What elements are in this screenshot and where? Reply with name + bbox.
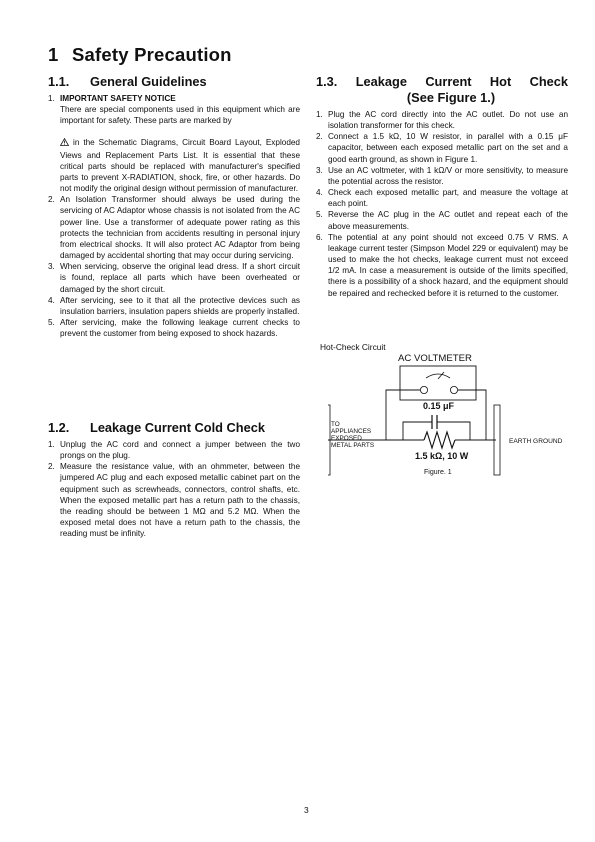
item-number: 4. — [316, 188, 323, 198]
item-number: 4. — [48, 295, 55, 305]
item-text: Measure the resistance value, with an ohmmeter, between the jumpered AC plug and each exposed metallic cabinet part on the equipment such as screwheads, connectors, control shafts, etc. When the exposed metallic part has a return path to the chassis, the reading should be between 1 MΩ and 5.2 MΩ. When the exposed metal does not have a return path to the chassis, the reading must be infinity. — [60, 462, 300, 539]
item-number: 3. — [48, 262, 55, 272]
section-general-guidelines — [48, 74, 300, 339]
voltmeter-dial-icon — [420, 372, 457, 394]
appliance-label-line: METAL PARTS — [331, 442, 375, 449]
guidelines-list — [48, 93, 300, 339]
item-text: in the Schematic Diagrams, Circuit Board Layout, Exploded Views and Replacement Parts List. It is essential that these critical parts should be replaced with manufacturer's specified parts to prevent X-RADIATION, shock, fire, or other hazards. Do not modify the original design without permission of manufacturer. — [60, 138, 300, 194]
list-item — [316, 131, 568, 164]
section-subtitle: (See Figure 1.) — [406, 90, 496, 105]
section-hot-check — [316, 74, 568, 299]
section-title: Leakage Current Cold Check — [90, 420, 265, 435]
section-heading — [48, 74, 300, 90]
item-text: The potential at any point should not exceed 0.75 V RMS. A leakage current tester (Simpson Model 229 or equivalent) may be used to make the hot checks, leakage current must not exceed 1/2 mA. In case a measurement is outside of the limits specified, there is a possibility of a shock hazard, and the equipment should be repaired and rechecked before it is returned to the customer. — [328, 232, 568, 298]
section-heading — [316, 74, 568, 106]
section-title-word: Current — [425, 74, 472, 89]
item-number: 2. — [48, 462, 55, 472]
item-text: After servicing, see to it that all the protective devices such as insulation barriers, insulation papers shields are properly installed. — [60, 295, 300, 316]
list-item — [48, 317, 300, 339]
item-text: There are special components used in this equipment which are important for safety. These parts are marked by — [60, 105, 300, 126]
list-item — [48, 295, 300, 317]
warning-triangle-icon — [60, 138, 69, 149]
section-title-word: Leakage — [355, 74, 407, 89]
item-text: When servicing, observe the original lead dress. If a short circuit is found, replace all parts which have been overheated or damaged by the short circuit. — [60, 262, 300, 294]
list-item — [316, 109, 568, 131]
appliance-label-line: TO — [331, 421, 340, 428]
resistor-label: 1.5 kΩ, 10 W — [415, 451, 469, 461]
item-number: 2. — [48, 195, 55, 205]
capacitor-label: 0.15 μF — [423, 401, 455, 411]
item-text: Connect a 1.5 kΩ, 10 W resistor, in parallel with a 0.15 μF capacitor, between each exposed metallic part on the set and a good earth ground, as shown in Figure 1. — [328, 132, 568, 164]
list-item — [316, 232, 568, 299]
page-title-number: 1 — [48, 44, 59, 65]
hot-check-circuit-diagram — [328, 350, 568, 490]
item-text: After servicing, make the following leakage current checks to prevent the customer from being exposed to shock hazards. — [60, 317, 300, 339]
item-number: 1. — [316, 110, 323, 119]
list-item — [48, 439, 300, 461]
item-number: 5. — [48, 317, 55, 327]
section-title-word: Check — [529, 74, 568, 89]
list-item — [48, 93, 300, 194]
list-item — [316, 187, 568, 209]
item-text: Use an AC voltmeter, with 1 kΩ/V or more sensitivity, to measure the potential across the resistor. — [328, 165, 568, 186]
item-number: 2. — [316, 132, 323, 142]
section-number: 1.1. — [48, 74, 70, 89]
item-number: 1. — [48, 440, 55, 449]
page-title — [48, 44, 232, 66]
section-number: 1.2. — [48, 420, 70, 435]
appliance-label-line: APPLIANCES — [331, 428, 372, 435]
item-text: Reverse the AC plug in the AC outlet and repeat each of the above measurements. — [328, 210, 568, 231]
page-title-text: Safety Precaution — [72, 44, 232, 65]
voltmeter-label: AC VOLTMETER — [398, 353, 472, 364]
figure-caption: Hot-Check Circuit — [320, 342, 386, 352]
list-item — [48, 194, 300, 261]
item-text: Check each exposed metallic part, and measure the voltage at each point. — [328, 188, 568, 209]
voltmeter-lead-right — [458, 390, 486, 440]
list-item — [316, 209, 568, 231]
list-item — [316, 165, 568, 187]
section-cold-check — [48, 420, 300, 539]
voltmeter-box — [400, 366, 476, 400]
item-text: Unplug the AC cord and connect a jumper between the two prongs on the plug. — [60, 440, 300, 461]
notice-title: IMPORTANT SAFETY NOTICE — [60, 94, 176, 103]
page-number: 3 — [304, 805, 309, 815]
item-number: 1. — [48, 94, 55, 103]
section-heading — [48, 420, 300, 436]
list-item — [48, 261, 300, 294]
resistor-symbol — [424, 432, 455, 448]
section-title: General Guidelines — [90, 74, 207, 89]
figure-label: Figure. 1 — [424, 469, 452, 476]
item-number: 6. — [316, 232, 323, 242]
section-number: 1.3. — [316, 74, 338, 89]
appliance-label-line: EXPOSED — [331, 435, 362, 442]
section-title-word: Hot — [489, 74, 512, 89]
item-text: Plug the AC cord directly into the AC outlet. Do not use an isolation transformer for this check. — [328, 110, 568, 131]
hot-check-list — [316, 109, 568, 299]
capacitor-symbol — [403, 415, 470, 440]
list-item — [48, 461, 300, 539]
earth-ground-label: EARTH GROUND — [509, 438, 563, 445]
item-text: An Isolation Transformer should always be used during the servicing of AC Adaptor whose chassis is not isolated from the AC power line. Use a transformer of adequate power rating as this protects the technician from accidents resulting in personal injury from electrical shocks. It will also protect AC Adaptor from being damaged by accidental shorting that may occur during servicing. — [60, 195, 300, 261]
item-number: 3. — [316, 165, 323, 175]
cold-check-list — [48, 439, 300, 539]
item-number: 5. — [316, 210, 323, 220]
